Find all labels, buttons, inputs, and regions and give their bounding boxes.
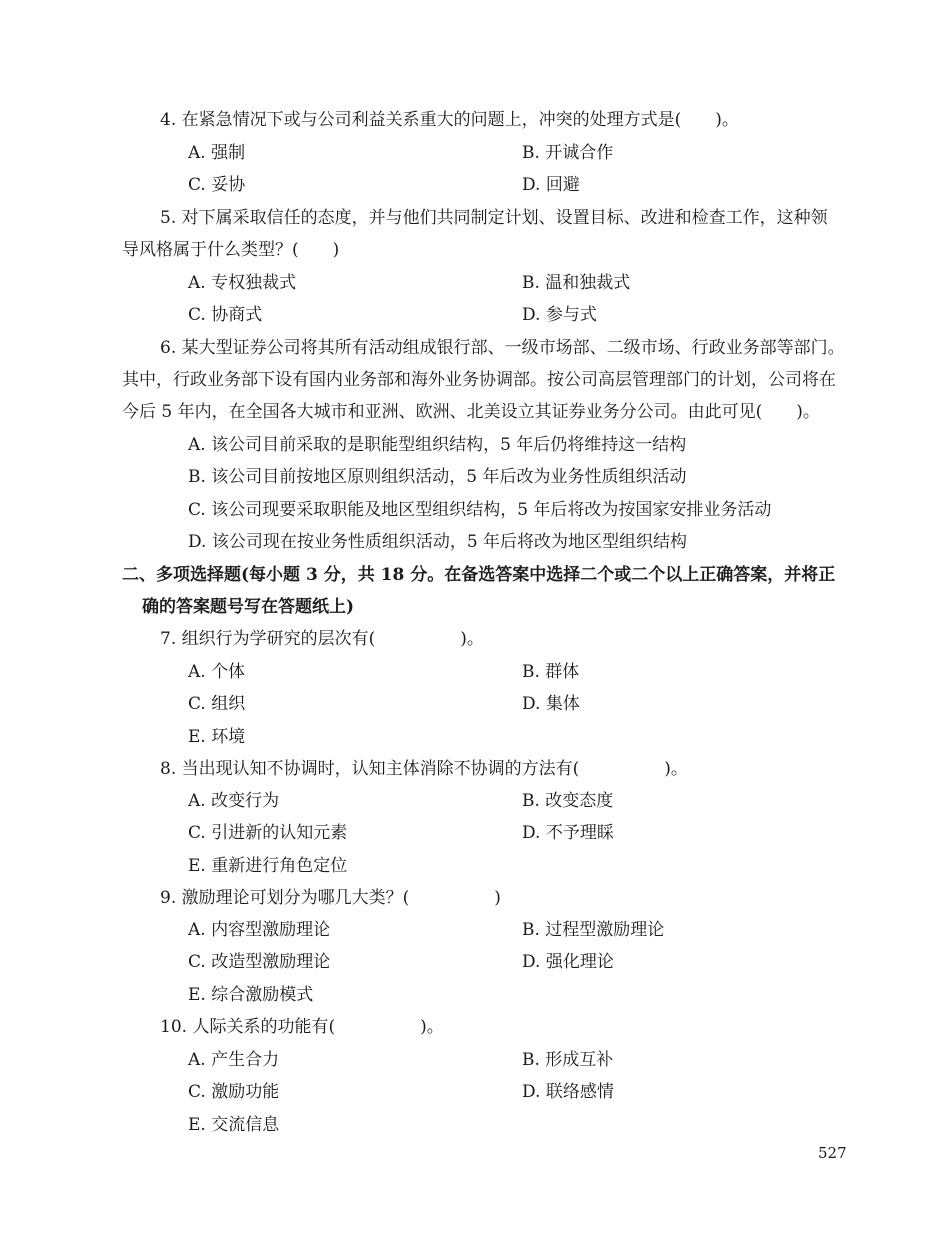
section-2-heading-line1: 二、多项选择题(每小题 3 分，共 18 分。在备选答案中选择二个或二个以上正确答案，并将正 (122, 565, 836, 585)
question-5-stem-line1: 5. 对下属采取信任的态度，并与他们共同制定计划、设置目标、改进和检查工作，这种领 (160, 208, 828, 228)
question-4-option-a: A. 强制 (188, 143, 246, 163)
question-8-option-e: E. 重新进行角色定位 (188, 856, 348, 876)
question-9-stem: 9. 激励理论可划分为哪几大类？( ) (160, 888, 501, 908)
question-9-option-d: D. 强化理论 (522, 952, 614, 972)
question-10-option-a: A. 产生合力 (188, 1050, 280, 1070)
question-7-option-c: C. 组织 (188, 694, 246, 714)
question-8-stem: 8. 当出现认知不协调时，认知主体消除不协调的方法有( )。 (160, 759, 688, 779)
question-10-option-b: B. 形成互补 (522, 1050, 614, 1070)
question-9-option-e: E. 综合激励模式 (188, 985, 314, 1005)
question-4-option-b: B. 开诚合作 (522, 143, 614, 163)
question-7-option-e: E. 环境 (188, 727, 246, 747)
question-5-option-c: C. 协商式 (188, 305, 263, 325)
question-8-option-c: C. 引进新的认知元素 (188, 823, 348, 843)
question-5-option-a: A. 专权独裁式 (188, 273, 297, 293)
question-8-option-d: D. 不予理睬 (522, 823, 614, 843)
question-4-option-c: C. 妥协 (188, 175, 246, 195)
question-4-stem: 4. 在紧急情况下或与公司利益关系重大的问题上，冲突的处理方式是( )。 (160, 110, 739, 130)
question-5-option-d: D. 参与式 (522, 305, 597, 325)
question-5-stem-line2: 导风格属于什么类型？( ) (122, 240, 340, 260)
question-6-option-a: A. 该公司目前采取的是职能型组织结构，5 年后仍将维持这一结构 (188, 435, 687, 455)
question-7-option-b: B. 群体 (522, 662, 580, 682)
question-10-option-e: E. 交流信息 (188, 1115, 280, 1135)
question-7-option-d: D. 集体 (522, 694, 580, 714)
question-4-option-d: D. 回避 (522, 175, 580, 195)
question-9-option-b: B. 过程型激励理论 (522, 920, 665, 940)
question-6-option-d: D. 该公司现在按业务性质组织活动，5 年后将改为地区型组织结构 (188, 532, 688, 552)
question-8-option-b: B. 改变态度 (522, 791, 614, 811)
question-9-option-c: C. 改造型激励理论 (188, 952, 331, 972)
question-8-option-a: A. 改变行为 (188, 791, 280, 811)
section-2-heading-line2: 确的答案题号写在答题纸上) (142, 597, 355, 617)
question-7-option-a: A. 个体 (188, 662, 246, 682)
question-5-option-b: B. 温和独裁式 (522, 273, 631, 293)
page-number: 527 (818, 1144, 847, 1162)
question-10-stem: 10. 人际关系的功能有( )。 (160, 1017, 444, 1037)
question-6-stem-line2: 其中，行政业务部下设有国内业务部和海外业务协调部。按公司高层管理部门的计划，公司将在 (122, 370, 836, 390)
question-10-option-c: C. 激励功能 (188, 1082, 280, 1102)
question-6-option-c: C. 该公司现要采取职能及地区型组织结构，5 年后将改为按国家安排业务活动 (188, 500, 772, 520)
question-10-option-d: D. 联络感情 (522, 1082, 614, 1102)
question-6-option-b: B. 该公司目前按地区原则组织活动，5 年后改为业务性质组织活动 (188, 467, 687, 487)
question-6-stem-line3: 今后 5 年内，在全国各大城市和亚洲、欧洲、北美设立其证券业务分公司。由此可见( )。 (122, 402, 820, 422)
question-6-stem-line1: 6. 某大型证券公司将其所有活动组成银行部、一级市场部、二级市场、行政业务部等部门。 (160, 338, 845, 358)
question-7-stem: 7. 组织行为学研究的层次有( )。 (160, 629, 484, 649)
question-9-option-a: A. 内容型激励理论 (188, 920, 331, 940)
